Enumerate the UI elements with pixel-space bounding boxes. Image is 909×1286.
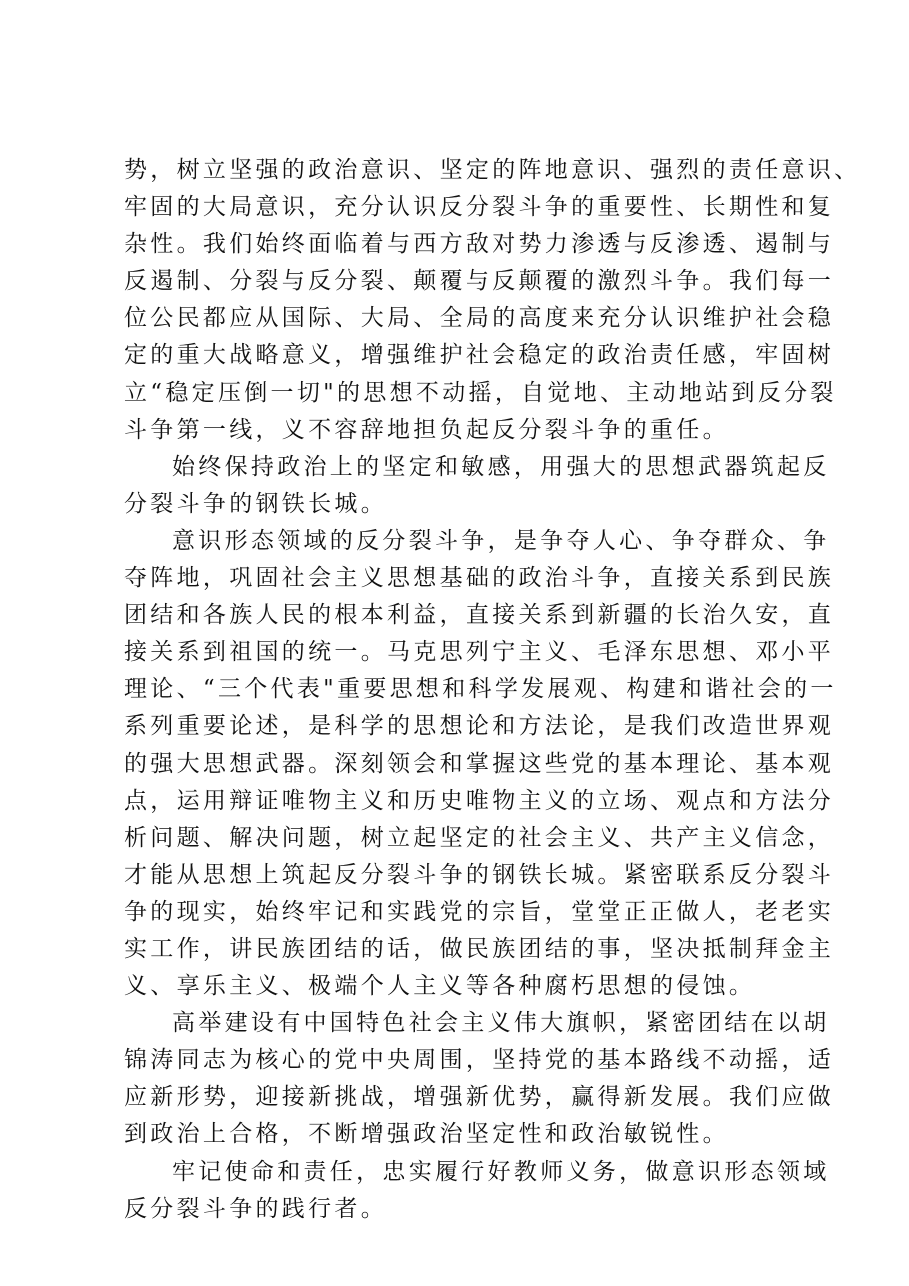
text-line: 接关系到祖国的统一。马克思列宁主义、毛泽东思想、邓小平 <box>124 639 835 666</box>
paragraph-3 <box>124 523 837 1005</box>
text-line: 义、享乐主义、极端个人主义等各种腐朽思想的侵蚀。 <box>124 973 756 1000</box>
text-line: 始终保持政治上的坚定和敏感，用强大的思想武器筑起反 <box>172 453 830 480</box>
paragraph-5 <box>124 1154 830 1228</box>
document-body <box>124 152 861 1228</box>
text-line: 系列重要论述，是科学的思想论和方法论，是我们改造世界观 <box>124 713 835 740</box>
text-line: 争的现实，始终牢记和实践党的宗旨，堂堂正正做人，老老实 <box>124 898 835 925</box>
paragraph-4 <box>124 1005 835 1153</box>
text-line: 高举建设有中国特色社会主义伟大旗帜，紧密团结在以胡 <box>172 1010 830 1037</box>
paragraph-2 <box>124 449 830 523</box>
text-line: 夺阵地，巩固社会主义思想基础的政治斗争，直接关系到民族 <box>124 565 835 592</box>
text-line: 牢固的大局意识，充分认识反分裂斗争的重要性、长期性和复 <box>124 194 835 221</box>
text-line: 团结和各族人民的根本利益，直接关系到新疆的长治久安，直 <box>124 602 835 629</box>
text-line: 牢记使命和责任，忠实履行好教师义务，做意识形态领域 <box>172 1158 830 1185</box>
text-line: 位公民都应从国际、大局、全局的高度来充分认识维护社会稳 <box>124 305 835 332</box>
text-line: 斗争第一线，义不容辞地担负起反分裂斗争的重任。 <box>124 416 729 443</box>
text-line: 点，运用辩证唯物主义和历史唯物主义的立场、观点和方法分 <box>124 787 835 814</box>
text-line: 才能从思想上筑起反分裂斗争的钢铁长城。紧密联系反分裂斗 <box>124 861 835 888</box>
text-line: 锦涛同志为核心的党中央周围，坚持党的基本路线不动摇，适 <box>124 1047 835 1074</box>
paragraph-1 <box>124 152 861 449</box>
text-line: 反遏制、分裂与反分裂、颠覆与反颠覆的激烈斗争。我们每一 <box>124 268 835 295</box>
text-line: 意识形态领域的反分裂斗争，是争夺人心、争夺群众、争 <box>172 527 830 554</box>
text-line: 理论、“三个代表"重要思想和科学发展观、构建和谐社会的一 <box>124 676 837 703</box>
text-line: 反分裂斗争的践行者。 <box>124 1195 387 1222</box>
text-line: 势，树立坚强的政治意识、坚定的阵地意识、强烈的责任意识、 <box>124 157 861 183</box>
text-line: 杂性。我们始终面临着与西方敌对势力渗透与反渗透、遏制与 <box>124 231 835 258</box>
text-line: 实工作，讲民族团结的话，做民族团结的事，坚决抵制拜金主 <box>124 935 835 962</box>
text-line: 析问题、解决问题，树立起坚定的社会主义、共产主义信念， <box>124 824 835 851</box>
text-line: 应新形势，迎接新挑战，增强新优势，赢得新发展。我们应做 <box>124 1084 835 1111</box>
text-line: 立“稳定压倒一切"的思想不动摇，自觉地、主动地站到反分裂 <box>124 379 837 406</box>
text-line: 分裂斗争的钢铁长城。 <box>124 490 387 517</box>
text-line: 到政治上合格，不断增强政治坚定性和政治敏锐性。 <box>124 1121 729 1148</box>
text-line: 的强大思想武器。深刻领会和掌握这些党的基本理论、基本观 <box>124 750 835 777</box>
text-line: 定的重大战略意义，增强维护社会稳定的政治责任感，牢固树 <box>124 342 835 369</box>
